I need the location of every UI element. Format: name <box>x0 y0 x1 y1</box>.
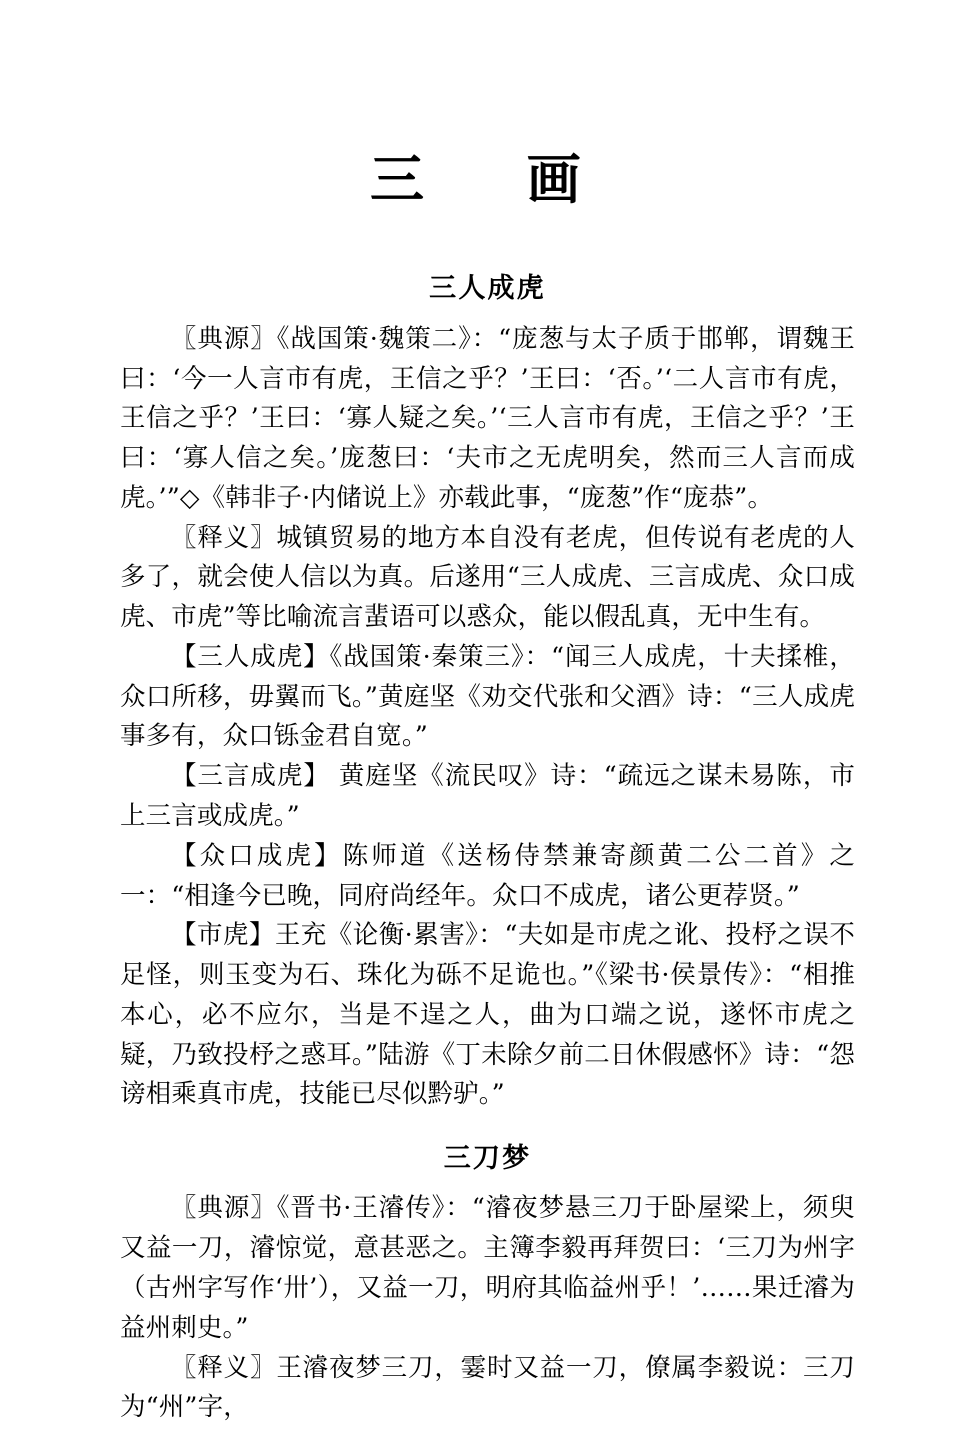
entry-paragraph-usage-1: 【三人成虎】《战国策·秦策三》：“闻三人成虎，十夫揉椎，众口所移，毋翼而飞。”黄庭坚《劝交代张和父酒》诗：“三人成虎事多有，众口铄金君自宽。” <box>120 641 855 752</box>
entry2-paragraph-meaning: 〖释义〗王濬夜梦三刀，霎时又益一刀，僚属李毅说：三刀为“州”字， <box>120 1352 855 1423</box>
entry-title-san-ren-cheng-hu: 三人成虎 <box>429 273 546 305</box>
entry2-paragraph-source: 〖典源〗《晋书·王濬传》：“濬夜梦悬三刀于卧屋梁上，须臾又益一刀，濬惊觉，意甚恶之。主簿李毅再拜贺曰：‘三刀为州字（古州字写作‘卅’），又益一刀，明府其临益州乎！’……果迁濬为益州刺史。” <box>120 1193 855 1343</box>
entry-paragraph-usage-2: 【三言成虎】 黄庭坚《流民叹》诗：“疏远之谋未易陈，市上三言或成虎。” <box>120 761 855 831</box>
entry-paragraph-source: 〖典源〗《战国策·魏策二》：“庞葱与太子质于邯郸，谓魏王曰：‘今一人言市有虎，王信之乎？’王曰：‘否。’‘二人言市有虎，王信之乎？’王曰：‘寡人疑之矣。’‘三人言市有虎，王信之乎？’王曰：‘寡人信之矣。’庞葱曰：‘夫市之无虎明矣，然而三人言而成虎。’”◇《韩非子·内储说上》亦载此事，“庞葱”作“庞恭”。 <box>120 323 855 513</box>
entry-paragraph-usage-4: 【市虎】王充《论衡·累害》：“夫如是市虎之讹、投杼之误不足怪，则玉变为石、珠化为砾不足诡也。”《梁书·侯景传》：“相推本心，必不应尔，当是不逞之人，曲为口端之说，遂怀市虎之疑，乃致投杼之惑耳。”陆游《丁未除夕前二日休假感怀》诗：“怨谤相乘真市虎，技能已尽似黔驴。” <box>120 920 855 1110</box>
entry-title-san-dao-meng: 三刀梦 <box>443 1143 532 1175</box>
entry-paragraph-usage-3: 【众口成虎】陈师道《送杨侍禁兼寄颜黄二公二首》之一：“相逢今已晚，同府尚经年。众口不成虎，诸公更荐贤。” <box>120 840 855 911</box>
page-title: 三 画 <box>370 147 605 211</box>
entry-paragraph-meaning: 〖释义〗城镇贸易的地方本自没有老虎，但传说有老虎的人多了，就会使人信以为真。后遂用“三人成虎、三言成虎、众口成虎、市虎”等比喻流言蜚语可以惑众，能以假乱真，无中生有。 <box>120 522 855 633</box>
